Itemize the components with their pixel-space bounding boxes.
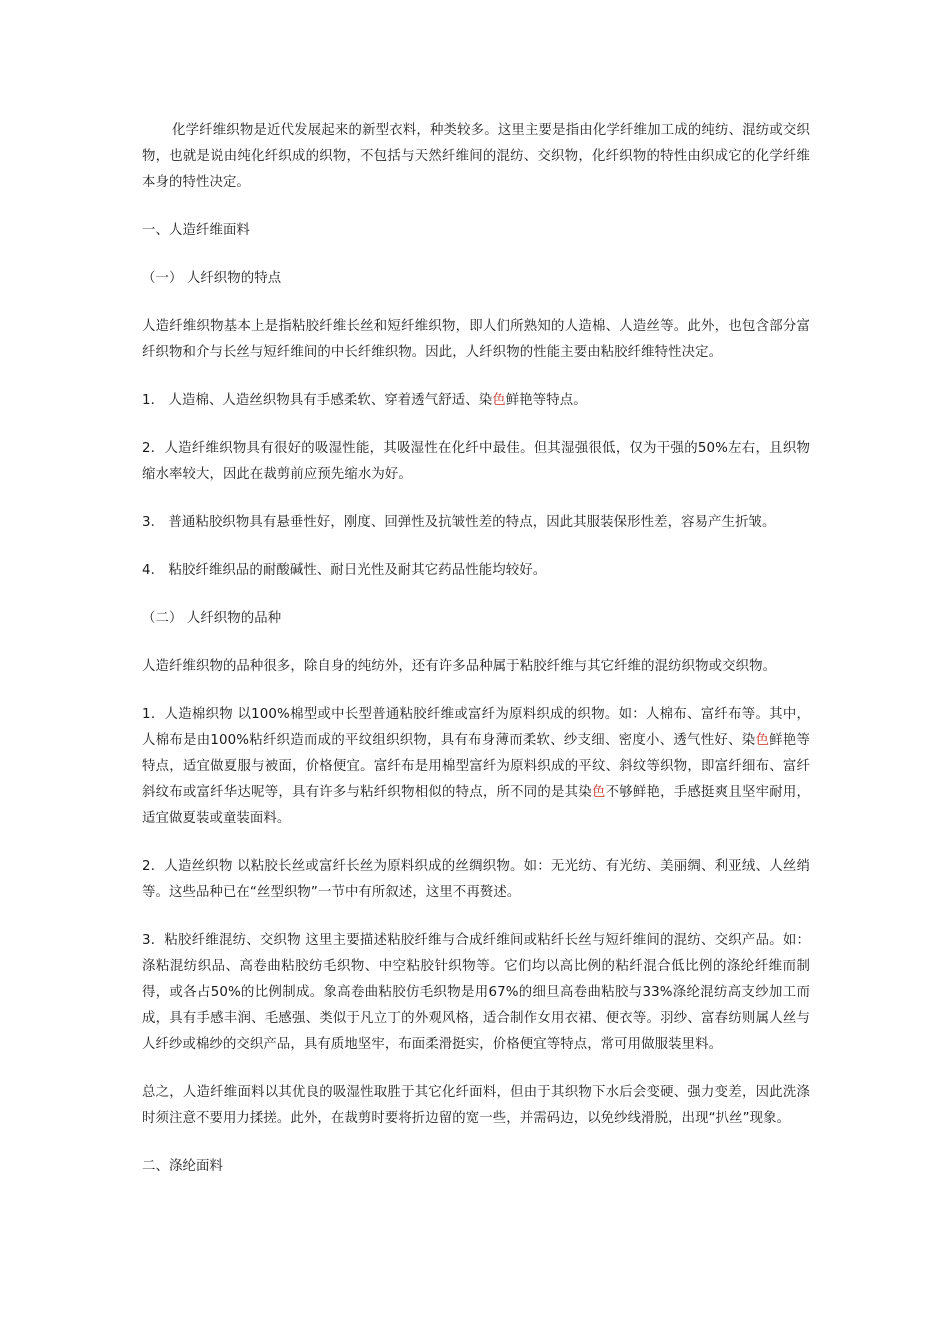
variety-item-3: 3．粘胶纤维混纺、交织物 这里主要描述粘胶纤维与合成纤维间或粘纤长丝与短纤维间的混纺、交织产品。如：涤粘混纺织品、高卷曲粘胶纺毛织物、中空粘胶针织物等。它们均以高比例的粘纤混合低比例的涤纶纤维而制得，或各占50%的比例制成。象高卷曲粘胶仿毛织物是用67%的细旦高卷曲粘胶与33%涤纶混纺高支纱加工而成，具有手感丰润、毛感强、类似于凡立丁的外观风格，适合制作女用衣裙、便衣等。羽纱、富春纺则属人丝与人纤纱或棉纱的交织产品，具有质地坚牢，布面柔滑挺实，价格便宜等特点，常可用做服装里料。 — [142, 933, 810, 1052]
subheading-rayon-varieties: （二） 人纤织物的品种 — [142, 611, 282, 626]
variety-item-1-highlight-2: 色 — [591, 785, 606, 800]
document-page — [142, 118, 810, 1180]
subheading-rayon-features: （一） 人纤织物的特点 — [142, 271, 282, 286]
feature-item-1-highlight: 色 — [492, 393, 506, 408]
section-heading-rayon: 一、人造纤维面料 — [142, 223, 250, 238]
variety-item-1-text-b: 鲜艳等特点，适宜做夏服与被面，价格便宜。富纤布是用棉型富纤为原料织成的平纹、斜纹等织物，即富纤细布、富纤斜纹布或富纤华达呢等，具有许多与粘纤织物相似的特点，所不同的是其染 — [142, 733, 810, 800]
rayon-varieties-paragraph: 人造纤维织物的品种很多，除自身的纯纺外，还有许多品种属于粘胶纤维与其它纤维的混纺织物或交织物。 — [142, 659, 777, 674]
variety-item-1-highlight-1: 色 — [755, 733, 770, 748]
feature-item-1-text-a: 1． 人造棉、人造丝织物具有手感柔软、穿着透气舒适、染 — [142, 393, 493, 408]
feature-item-3: 3． 普通粘胶织物具有悬垂性好，刚度、回弹性及抗皱性差的特点，因此其服装保形性差，容易产生折皱。 — [142, 515, 776, 530]
variety-item-1-text-c: 不够鲜艳，手感挺爽且坚牢耐用，适宜做夏装或童装面料。 — [142, 785, 810, 826]
section-heading-polyester: 二、涤纶面料 — [142, 1159, 223, 1174]
feature-item-1 — [142, 388, 810, 414]
feature-item-1-text-b: 鲜艳等特点。 — [505, 393, 587, 408]
variety-item-1 — [142, 702, 810, 832]
intro-paragraph: 化学纤维织物是近代发展起来的新型衣料，种类较多。这里主要是指由化学纤维加工成的纯纺、混纺或交织物，也就是说由纯化纤织成的织物，不包括与天然纤维间的混纺、交织物，化纤织物的特性由织成它的化学纤维本身的特性决定。 — [142, 123, 810, 190]
rayon-features-paragraph: 人造纤维织物基本上是指粘胶纤维长丝和短纤维织物，即人们所熟知的人造棉、人造丝等。此外，也包含部分富纤织物和介与长丝与短纤维间的中长纤维织物。因此，人纤织物的性能主要由粘胶纤维特性决定。 — [142, 319, 810, 360]
variety-item-2: 2．人造丝织物 以粘胶长丝或富纤长丝为原料织成的丝绸织物。如：无光纺、有光纺、美丽绸、利亚绒、人丝绡等。这些品种已在“丝型织物”一节中有所叙述，这里不再赘述。 — [142, 859, 810, 900]
variety-item-1-text-a: 1．人造棉织物 以100%棉型或中长型普通粘胶纤维或富纤为原料织成的织物。如：人棉布、富纤布等。其中，人棉布是由100%粘纤织造而成的平纹组织织物，具有布身薄而柔软、纱支细、密度小、透气性好、染 — [142, 707, 810, 748]
summary-paragraph: 总之，人造纤维面料以其优良的吸湿性取胜于其它化纤面料，但由于其织物下水后会变硬、强力变差，因此洗涤时须注意不要用力揉搓。此外，在裁剪时要将折边留的宽一些，并需码边，以免纱线滑脱，出现“扒丝”现象。 — [142, 1085, 810, 1126]
feature-item-2: 2．人造纤维织物具有很好的吸湿性能，其吸湿性在化纤中最佳。但其湿强很低，仅为干强的50%左右，且织物缩水率较大，因此在裁剪前应预先缩水为好。 — [142, 441, 810, 482]
feature-item-4: 4． 粘胶纤维织品的耐酸碱性、耐日光性及耐其它药品性能均较好。 — [142, 563, 547, 578]
